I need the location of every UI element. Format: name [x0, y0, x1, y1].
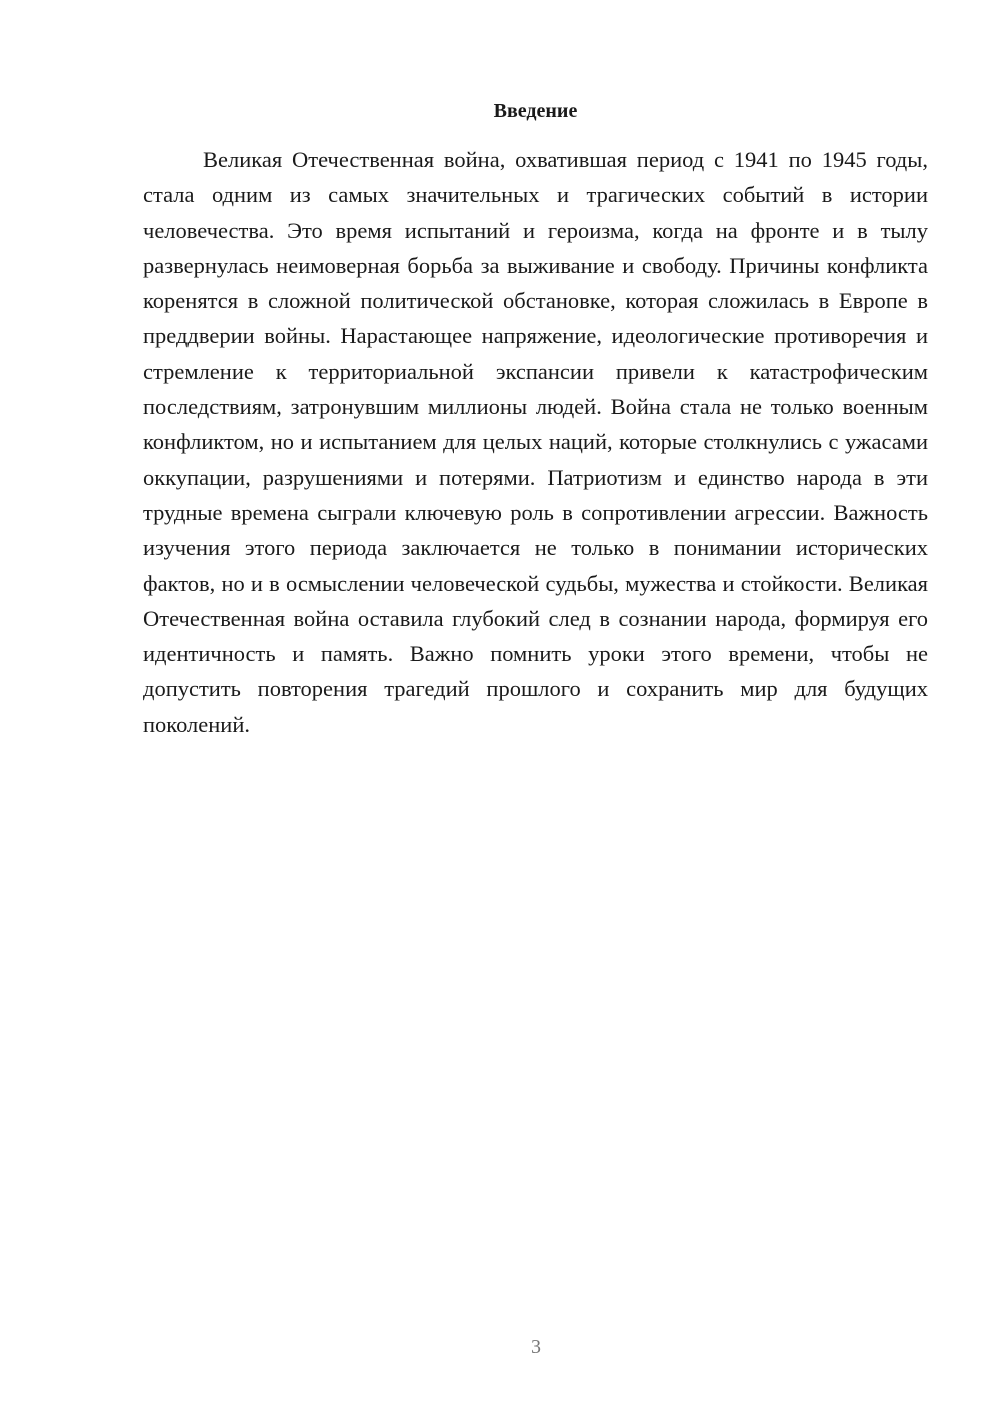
section-heading: Введение: [493, 100, 578, 122]
page-number: 3: [531, 1336, 541, 1358]
body-paragraph: Великая Отечественная война, охватившая период с 1941 по 1945 годы, стала одним из самых значительных и трагических событий в истории человечества. Это время испытаний и героизма, когда на фронте и в тылу развернулась неимоверная борьба за выживание и свободу. Причины конфликта коренятся в сложной политической обстановке, которая сложилась в Европе в преддверии войны. Нарастающее напряжение, идеологические противоречия и стремление к территориальной экспансии привели к катастрофическим последствиям, затронувшим миллионы людей. Война стала не только военным конфликтом, но и испытанием для целых наций, которые столкнулись с ужасами оккупации, разрушениями и потерями. Патриотизм и единство народа в эти трудные времена сыграли ключевую роль в сопротивлении агрессии. Важность изучения этого периода заключается не только в понимании исторических фактов, но и в осмыслении человеческой судьбы, мужества и стойкости. Великая Отечественная война оставила глубокий след в сознании народа, формируя его идентичность и память. Важно помнить уроки этого времени, чтобы не допустить повторения трагедий прошлого и сохранить мир для будущих поколений.: [143, 147, 928, 737]
